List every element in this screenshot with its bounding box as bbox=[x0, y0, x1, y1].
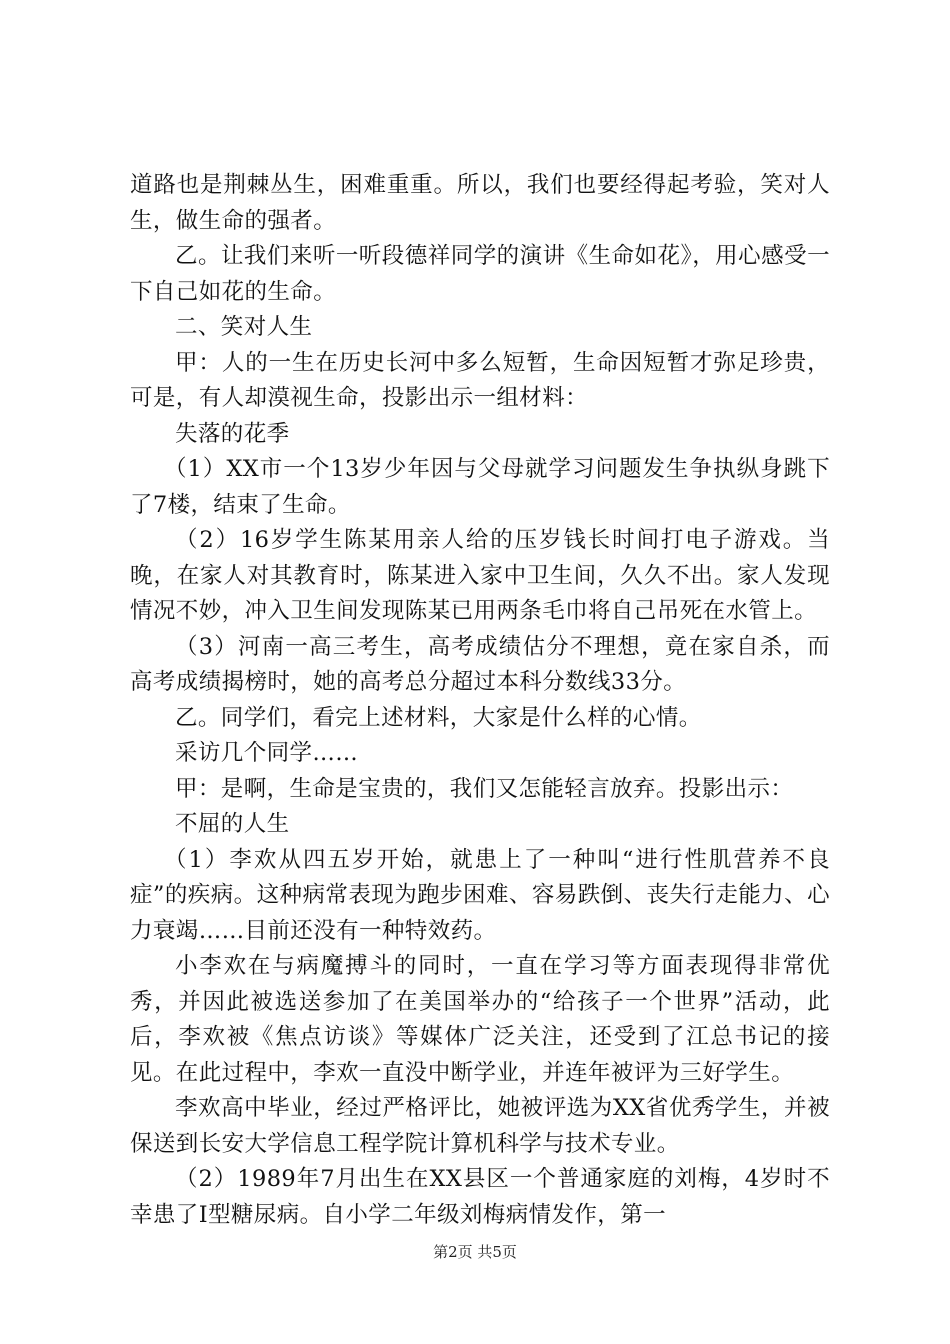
section-heading: 二、笑对人生 bbox=[175, 314, 313, 340]
paragraph: 道路也是荆棘丛生，困难重重。所以，我们也要经得起考验，笑对人生，做生命的强者。 bbox=[130, 172, 830, 234]
paragraph: 乙。让我们来听一听段德祥同学的演讲《生命如花》，用心感受一下自己如花的生命。 bbox=[130, 243, 830, 305]
list-item: （1）XX市一个13岁少年因与父母就学习问题发生争执纵身跳下了7楼，结束了生命。 bbox=[130, 456, 830, 518]
paragraph: 乙。同学们，看完上述材料，大家是什么样的心情。 bbox=[175, 704, 702, 731]
page-footer: 第2页 共5页 bbox=[433, 1243, 517, 1261]
subheading: 失落的花季 bbox=[175, 420, 290, 447]
list-item: （2）16岁学生陈某用亲人给的压岁钱长时间打电子游戏。当晚，在家人对其教育时，陈某进入家中卫生间，久久不出。家人发现情况不妙，冲入卫生间发现陈某已用两条毛巾将自己吊死在水管上。 bbox=[130, 527, 830, 624]
paragraph: 采访几个同学…… bbox=[175, 740, 359, 766]
paragraph: 小李欢在与病魔搏斗的同时，一直在学习等方面表现得非常优秀，并因此被选送参加了在美国举办的“给孩子一个世界”活动，此后，李欢被《焦点访谈》等媒体广泛关注，还受到了江总书记的接见。在此过程中，李欢一直没中断学业，并连年被评为三好学生。 bbox=[130, 953, 830, 1086]
subheading: 不屈的人生 bbox=[175, 811, 290, 837]
paragraph: 甲：是啊，生命是宝贵的，我们又怎能轻言放弃。投影出示： bbox=[175, 775, 794, 802]
list-item: （2）1989年7月出生在XX县区一个普通家庭的刘梅，4岁时不幸患了Ⅰ型糖尿病。自小学二年级刘梅病情发作，第一 bbox=[130, 1166, 830, 1228]
list-item: （3）河南一高三考生，高考成绩估分不理想，竟在家自杀，而高考成绩揭榜时，她的高考总分超过本科分数线33分。 bbox=[130, 633, 830, 695]
list-item: （1）李欢从四五岁开始，就患上了一种叫“进行性肌营养不良症”的疾病。这种病常表现为跑步困难、容易跌倒、丧失行走能力、心力衰竭……目前还没有一种特效药。 bbox=[130, 846, 830, 944]
paragraph: 甲：人的一生在历史长河中多么短暂，生命因短暂才弥足珍贵，可是，有人却漠视生命，投影出示一组材料： bbox=[130, 349, 830, 411]
paragraph: 李欢高中毕业，经过严格评比，她被评选为XX省优秀学生，并被保送到长安大学信息工程学院计算机科学与技术专业。 bbox=[130, 1095, 830, 1157]
document-body bbox=[130, 168, 830, 1233]
